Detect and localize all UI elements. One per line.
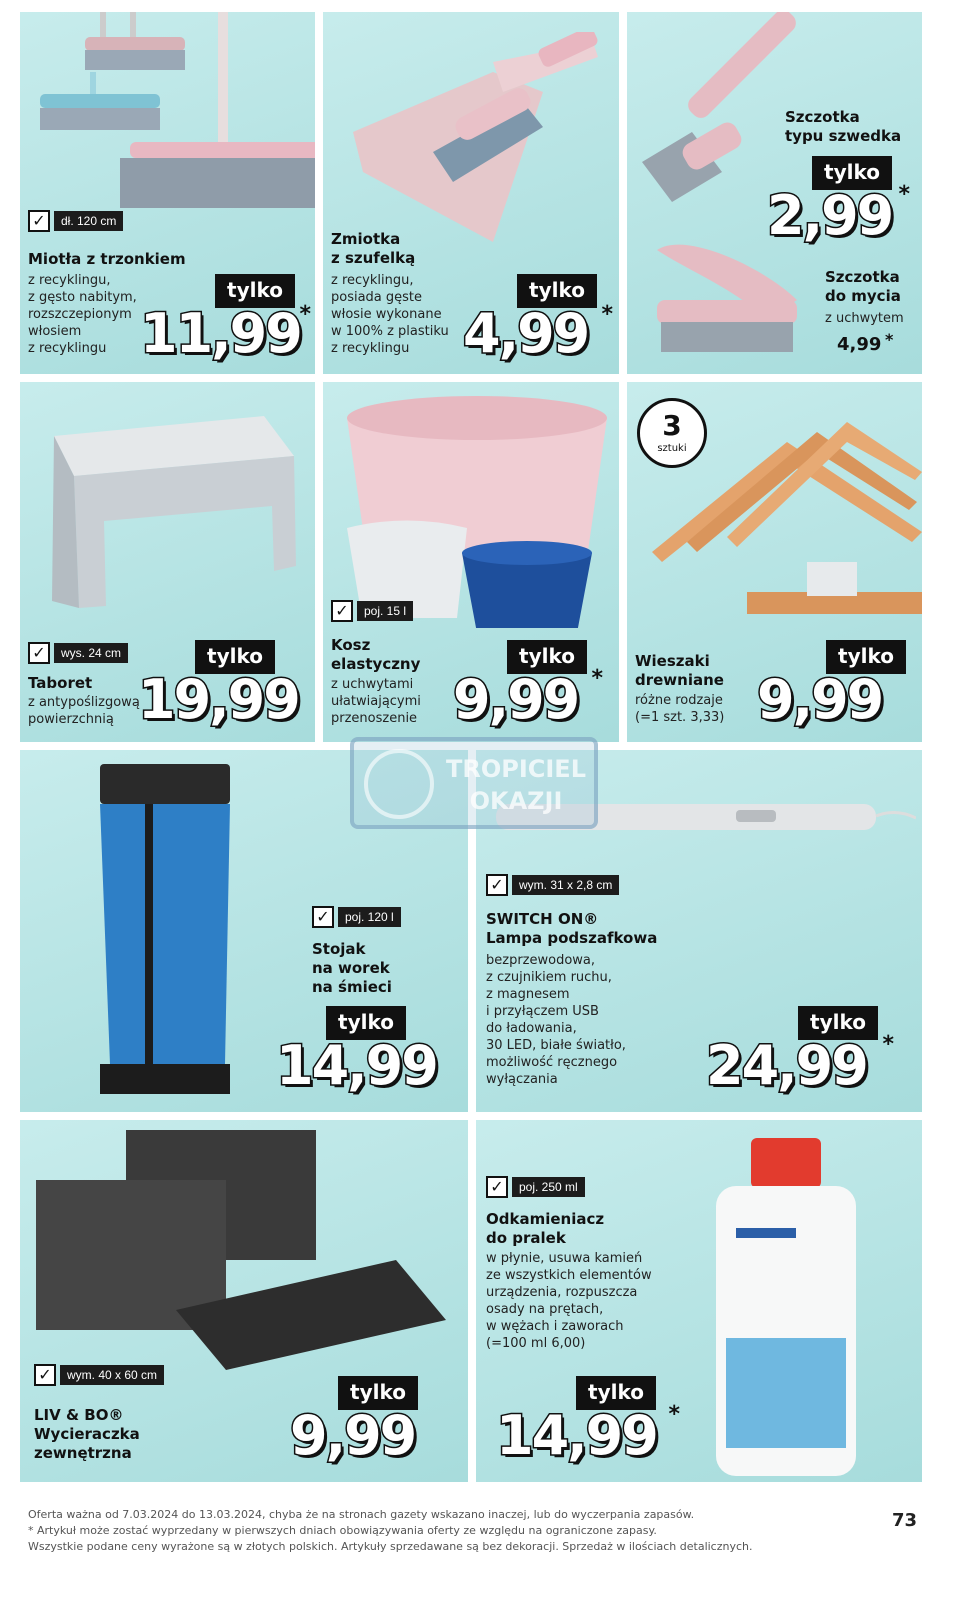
check-icon: ✓ — [28, 642, 50, 664]
product-title: SWITCH ON® Lampa podszafkowa — [486, 910, 658, 947]
basket-image — [337, 388, 617, 628]
check-icon: ✓ — [486, 874, 508, 896]
washing-brush-image — [647, 230, 827, 360]
price-value: 9,99 — [453, 668, 579, 731]
tag-label: poj. 15 l — [357, 601, 413, 621]
stool-image — [34, 396, 304, 616]
product-description: z antypoślizgową powierzchnią — [28, 695, 140, 727]
price-asterisk: * — [898, 182, 910, 207]
product-description: różne rodzaje (=1 szt. 3,33) — [635, 693, 725, 725]
price-value: 11,99 — [140, 302, 301, 365]
check-icon: ✓ — [486, 1176, 508, 1198]
price-block — [757, 640, 922, 740]
price-asterisk: * — [591, 666, 603, 691]
price-block — [140, 274, 315, 374]
price-label: tylko — [517, 274, 597, 308]
product-title: Miotła z trzonkiem — [28, 250, 186, 268]
product-title: Kosz elastyczny — [331, 636, 421, 673]
price-label: tylko — [215, 274, 295, 308]
price-asterisk: * — [668, 1402, 680, 1427]
price-label: tylko — [326, 1006, 406, 1040]
tag-label: poj. 250 ml — [512, 1177, 585, 1197]
product-description-2: z uchwytem — [825, 311, 904, 326]
product-card-taboret[interactable] — [20, 382, 315, 742]
badge-number: 3 — [662, 409, 682, 442]
price-block — [496, 1376, 696, 1480]
trash-bag-stand-image — [90, 764, 240, 1104]
check-icon: ✓ — [34, 1364, 56, 1386]
tag-label: poj. 120 l — [338, 907, 401, 927]
product-title-2: Szczotka do mycia — [825, 268, 901, 305]
broom-image — [30, 12, 315, 222]
price-asterisk: * — [299, 302, 311, 327]
tag-label: dł. 120 cm — [54, 211, 123, 231]
price-value: 24,99 — [706, 1034, 867, 1097]
product-card-szczotki[interactable] — [627, 12, 922, 374]
size-tag — [28, 642, 128, 664]
price-asterisk-2: * — [885, 330, 894, 349]
price-label: tylko — [798, 1006, 878, 1040]
price-label: tylko — [576, 1376, 656, 1410]
product-title: LIV & BO® Wycieraczka zewnętrzna — [34, 1406, 140, 1462]
size-tag — [331, 600, 413, 622]
size-tag — [28, 210, 123, 232]
product-description: z recyklingu, posiada gęste włosie wykonane w 100% z plastiku z recyklingu — [331, 273, 449, 356]
size-tag — [486, 874, 619, 896]
size-tag — [34, 1364, 164, 1386]
price-label: tylko — [195, 640, 275, 674]
tag-label: wym. 40 x 60 cm — [60, 1365, 164, 1385]
tag-label: wys. 24 cm — [54, 643, 128, 663]
price-label: tylko — [507, 640, 587, 674]
price-block — [453, 640, 619, 740]
product-title: Wieszaki drewniane — [635, 652, 724, 689]
price-value: 4,99 — [463, 302, 589, 365]
product-description: z uchwytami ułatwiającymi przenoszenie — [331, 677, 421, 726]
dustpan-image — [343, 32, 613, 242]
price-block — [463, 274, 619, 374]
price-block — [276, 1006, 456, 1106]
badge-unit: sztuki — [657, 443, 687, 454]
price-asterisk: * — [882, 1032, 894, 1057]
size-tag — [312, 906, 401, 928]
footer-line-2: * Artykuł może zostać wyprzedany w pierwszych dniach obowiązywania oferty ze względu na ograniczone zapasy. — [28, 1524, 657, 1537]
product-card-miotla[interactable] — [20, 12, 315, 374]
product-description: w płynie, usuwa kamień ze wszystkich elementów urządzenia, rozpuszcza osady na prętach, w wężach i zaworach (=100 ml 6,00) — [486, 1251, 652, 1351]
footer-line-1: Oferta ważna od 7.03.2024 do 13.03.2024, chyba że na stronach gazety wskazano inaczej, lub do wyczerpania zapasów. — [28, 1508, 695, 1521]
product-card-zmiotka[interactable] — [323, 12, 619, 374]
product-description: z recyklingu, z gęsto nabitym, rozszczepionym włosiem z recyklingu — [28, 273, 137, 356]
product-title: Zmiotka z szufelką — [331, 230, 416, 267]
product-card-wieszaki[interactable] — [627, 382, 922, 742]
product-title: Szczotka typu szwedka — [785, 108, 902, 145]
watermark-text: TROPICIEL OKAZJI — [445, 755, 586, 815]
price-value: 19,99 — [138, 668, 299, 731]
doormat-image — [36, 1130, 456, 1370]
check-icon: ✓ — [312, 906, 334, 928]
price-value-2: 4,99 — [837, 334, 882, 355]
price-block — [290, 1376, 468, 1480]
price-block — [706, 1006, 922, 1106]
product-card-wycieraczka[interactable] — [20, 1120, 468, 1482]
price-block — [138, 640, 315, 740]
product-card-kosz[interactable] — [323, 382, 619, 742]
size-tag — [486, 1176, 585, 1198]
product-title: Taboret — [28, 674, 93, 692]
price-label: tylko — [812, 156, 892, 190]
price-value: 14,99 — [276, 1034, 437, 1097]
price-asterisk: * — [601, 302, 613, 327]
product-card-odkamieniacz[interactable] — [476, 1120, 922, 1482]
hangers-image — [647, 392, 922, 622]
price-label: tylko — [338, 1376, 418, 1410]
price-value: 9,99 — [290, 1404, 416, 1467]
price-value: 9,99 — [757, 668, 883, 731]
price-value: 2,99 — [767, 184, 893, 247]
percent-icon — [364, 749, 434, 819]
page-number: 73 — [891, 1510, 917, 1531]
check-icon: ✓ — [331, 600, 353, 622]
descaler-bottle-image — [706, 1138, 866, 1478]
price-value: 14,99 — [496, 1404, 657, 1467]
check-icon: ✓ — [28, 210, 50, 232]
product-description: bezprzewodowa, z czujnikiem ruchu, z magnesem i przyłączem USB do ładowania, 30 LED, białe światło, możliwość ręcznego wyłączania — [486, 953, 626, 1087]
product-title: Odkamieniacz do pralek — [486, 1210, 605, 1247]
watermark-logo — [350, 737, 598, 829]
product-title: Stojak na worek na śmieci — [312, 940, 392, 996]
price-label: tylko — [826, 640, 906, 674]
tag-label: wym. 31 x 2,8 cm — [512, 875, 619, 895]
footer-line-3: Wszystkie podane ceny wyrażone są w złotych polskich. Artykuły sprzedawane są bez dekoracji. Sprzedaż w ilościach detalicznych. — [28, 1540, 753, 1553]
